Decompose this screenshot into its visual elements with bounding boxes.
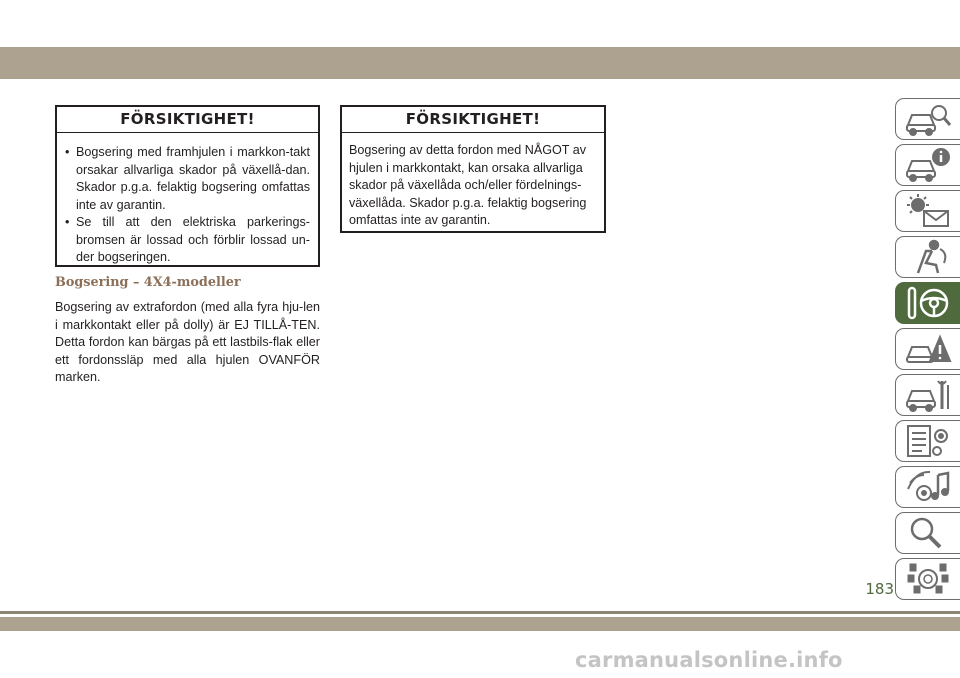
- multimedia-music-icon: [904, 469, 952, 505]
- languages-index-icon: [904, 561, 952, 597]
- car-info-icon: [904, 147, 952, 183]
- tab-safety[interactable]: [895, 236, 960, 278]
- tab-index[interactable]: [895, 512, 960, 554]
- warning-light-message-icon: [904, 193, 952, 229]
- caution-title: FÖRSIKTIGHET!: [57, 107, 318, 133]
- caution-bullet-list: [57, 133, 318, 267]
- section-heading: Bogsering – 4X4-modeller: [55, 275, 241, 290]
- top-decorative-band: [0, 47, 960, 79]
- index-magnifier-icon: [904, 515, 952, 551]
- tab-emergencies[interactable]: [895, 328, 960, 370]
- section-paragraph: Bogsering av extrafordon (med alla fyra hju-len i markkontakt eller på dolly) är EJ TILLÅ-TEN. Detta fordon kan bärgas på ett lastbils-flak eller ett fordonssläp med alla hjulen OVANFÖR marken.: [55, 300, 320, 385]
- caution-title: FÖRSIKTIGHET!: [342, 107, 604, 133]
- tab-car-magnifier[interactable]: [895, 98, 960, 140]
- tab-servicing[interactable]: [895, 374, 960, 416]
- caution-box-right: [340, 105, 606, 233]
- specifications-gear-icon: [904, 423, 952, 459]
- caution-paragraph: Bogsering av detta fordon med NÅGOT av hjulen i markkontakt, kan orsaka allvarliga skador på växellåda och/eller fördelnings-växellåda. Skador p.g.a. felaktig bogsering omfattas inte av garantin.: [349, 143, 587, 227]
- car-magnifier-icon: [904, 101, 952, 137]
- bottom-decorative-band: [0, 617, 960, 631]
- tab-warning-lights[interactable]: [895, 190, 960, 232]
- bottom-divider: [0, 611, 960, 614]
- tab-technical-specifications[interactable]: [895, 420, 960, 462]
- key-steering-wheel-icon: [904, 285, 952, 321]
- tab-languages[interactable]: [895, 558, 960, 600]
- tab-starting-operating[interactable]: [895, 282, 960, 324]
- caution-bullet: • Se till att den elektriska parkerings-bromsen är lossad och förblir lossad un-der bogseringen.: [65, 215, 310, 264]
- tab-multimedia[interactable]: [895, 466, 960, 508]
- car-wrench-icon: [904, 377, 952, 413]
- caution-bullet: • Bogsering med framhjulen i markkon-takt orsakar allvarliga skador på växellå-dan. Skador p.g.a. felaktig bogsering omfattas inte av garantin.: [65, 145, 310, 212]
- page-number: 183: [865, 580, 894, 598]
- tab-car-info[interactable]: [895, 144, 960, 186]
- watermark: carmanualsonline.info: [575, 648, 843, 672]
- caution-box-left: [55, 105, 320, 267]
- car-warning-triangle-icon: [904, 331, 952, 367]
- chapter-tabs: [895, 98, 960, 604]
- seated-person-airbag-icon: [904, 239, 952, 275]
